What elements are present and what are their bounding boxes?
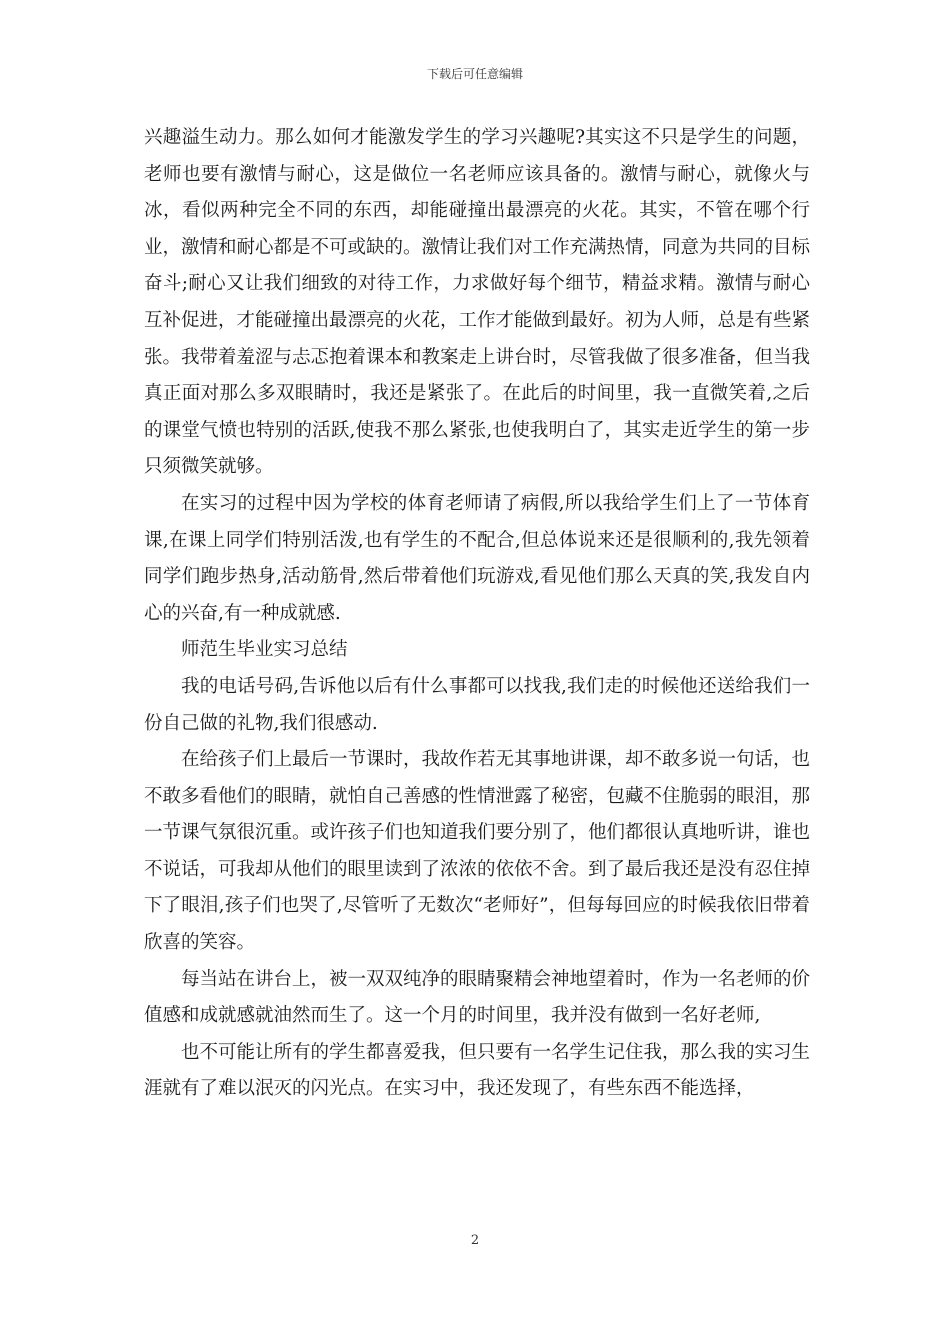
section-heading: 师范生毕业实习总结 bbox=[181, 639, 348, 661]
page-number: 2 bbox=[470, 1233, 480, 1248]
paragraph: 在给孩子们上最后一节课时，我故作若无其事地讲课，却不敢多说一句话，也不敢多看他们的眼睛，就怕自己善感的性情泄露了秘密，包藏不住脆弱的眼泪，那一节课气氛很沉重。或许孩子们也知道我们要分别了，他们都很认真地听讲，谁也不说话，可我却从他们的眼里读到了浓浓的依依不舍。到了最后我还是没有忍住掉下了眼泪,孩子们也哭了,尽管听了无数次“老师好”，但每每回应的时候我依旧带着欣喜的笑容。 bbox=[144, 749, 811, 954]
paragraph: 也不可能让所有的学生都喜爱我，但只要有一名学生记住我，那么我的实习生涯就有了难以泯灭的闪光点。在实习中，我还发现了，有些东西不能选择， bbox=[144, 1041, 811, 1100]
paragraph: 我的电话号码,告诉他以后有什么事都可以找我,我们走的时候他还送给我们一份自己做的礼物,我们很感动. bbox=[144, 675, 810, 734]
paragraph: 每当站在讲台上，被一双双纯净的眼睛聚精会神地望着时，作为一名老师的价值感和成就感就油然而生了。这一个月的时间里，我并没有做到一名好老师, bbox=[144, 968, 811, 1027]
paragraph: 兴趣溢生动力。那么如何才能激发学生的学习兴趣呢?其实这不只是学生的问题，老师也要有激情与耐心，这是做位一名老师应该具备的。激情与耐心，就像火与冰，看似两种完全不同的东西，却能碰撞出最漂亮的火花。其实，不管在哪个行业，激情和耐心都是不可或缺的。激情让我们对工作充满热情，同意为共同的目标奋斗;耐心又让我们细致的对待工作，力求做好每个细节，精益求精。激情与耐心互补促进，才能碰撞出最漂亮的火花，工作才能做到最好。初为人师，总是有些紧张。我带着羞涩与忐忑抱着课本和教案走上讲台时，尽管我做了很多准备，但当我真正面对那么多双眼睛时，我还是紧张了。在此后的时间里，我一直微笑着,之后的课堂气愤也特别的活跃,使我不那么紧张,也使我明白了，其实走近学生的第一步只须微笑就够。 bbox=[144, 127, 811, 478]
paragraph: 在实习的过程中因为学校的体育老师请了病假,所以我给学生们上了一节体育课,在课上同学们特别活泼,也有学生的不配合,但总体说来还是很顺利的,我先领着同学们跑步热身,活动筋骨,然后带着他们玩游戏,看见他们那么天真的笑,我发自内心的兴奋,有一种成就感. bbox=[144, 492, 810, 624]
document-body bbox=[144, 120, 810, 1108]
page-header: 下载后可任意编辑 bbox=[426, 67, 523, 81]
